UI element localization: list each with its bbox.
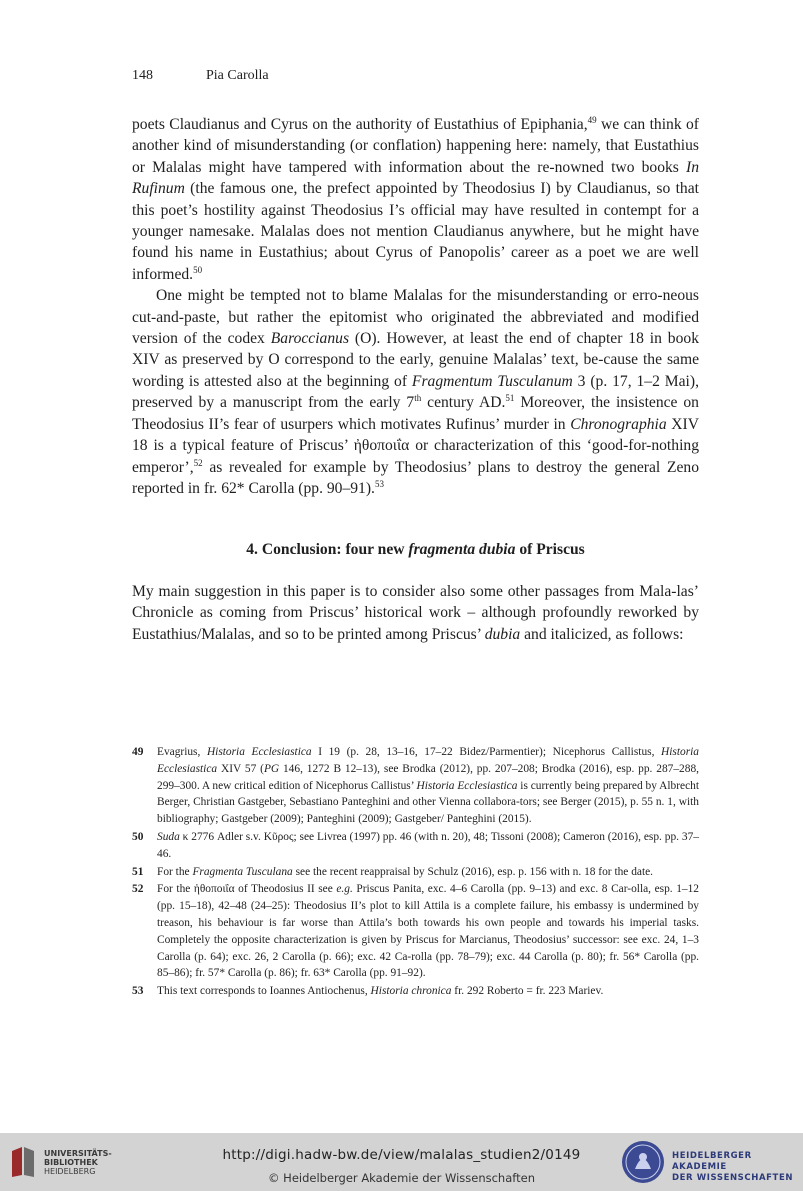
footnote-52: 52 For the ἠθοποιΐα of Theodosius II see e.g. Priscus Panita, exc. 4–6 Carolla (pp. 9–13) and exc. 8 Car-olla, esp. 1–12 (pp. 15–18), 42–48 (24–25): Theodosius II’s plot to kill Attila is a complete failure, his embassy is undermined by treason, his behaviour is far worse than Attila’s both towards his own people and towards his imperial tasks. Completely the opposite characterization is given by Priscus for Marcianus, Theodosius’ successor: see exc. 24, 1–3 Carolla (p. 64); exc. 26, 2 Carolla (p. 66); exc. 42 Ca-rolla (pp. 78–79); exc. 44 Carolla (p. 80); fr. 56* Carolla (pp. 85–86); fr. 57* Carolla (p. 86); fr. 63* Carolla (pp. 91–92). — [132, 883, 699, 980]
footnotes — [132, 744, 699, 1001]
paragraph-2: One might be tempted not to blame Malalas for the misunderstanding or erro-neous cut-and-paste, but rather the epitomist who originated the abbreviated and modified version of the codex Baroccianus (O). However, at least the end of chapter 18 in book XIV as preserved by O correspond to the early, genuine Malalas’ text, be-cause the same wording is attested also at the beginning of Fragmentum Tusculanum 3 (p. 17, 1–2 Mai), preserved by a manuscript from the early 7th century AD.$^{51}$ Moreover, the insistence on Theodosius II’s fear of usurpers which motivates Rufinus’ murder in Chronographia XIV 18 is a typical feature of Priscus’ ἠθοποιΐα or characterization of this ‘good-for-nothing emperor’,$^{52}$ as revealed for example by Theodosius’ plans to destroy the general Zeno reported in fr. 62* Carolla (pp. 90–91).$^{53}$ — [132, 287, 700, 497]
footnote-51: 51 For the Fragmenta Tusculana see the recent reappraisal by Schulz (2016), esp. p. 156 with n. 18 for the date. — [132, 864, 699, 881]
footnote-number: 52 — [132, 883, 144, 896]
paragraph-1: poets Claudianus and Cyrus on the authority of Eustathius of Epiphania,$^{49}$ we can think of another kind of misunderstanding (or conflation) happening here: namely, that Eustathius or Malalas might have tampered with information about the re-nowned two books In Rufinum (the famous one, the prefect appointed by Theodosius I) by Claudianus, so that this poet’s hostility against Theodosius I’s official may have resulted in contempt for a younger namesake. Malalas does not mention Claudianus anywhere, but he might have found his name in Eustathius; about Cyrus of Panopolis’ career as a poet we are well informed.$^{50}$ — [132, 114, 699, 283]
footnote-ref-49[interactable]: 49 — [587, 114, 597, 125]
academy-name: HEIDELBERGER AKADEMIE DER WISSENSCHAFTEN — [672, 1151, 794, 1183]
running-head-author: Pia Carolla — [206, 68, 269, 83]
footnote-number: 49 — [132, 746, 144, 758]
paragraph-3: My main suggestion in this paper is to consider also some other passages from Mala-las’ Chronicle as coming from Priscus’ historical work – although profoundly reworked by Eustathius/Malalas, and so to be printed among Priscus’ dubia and italicized, as follows: — [132, 583, 699, 643]
footnote-49: 49 Evagrius, Historia Ecclesiastica I 19 (p. 28, 13–16, 17–22 Bidez/Parmentier); Nicephorus Callistus, Historia Ecclesiastica XIV 57 (PG 146, 1272 B 12–13), see Brodka (2012), pp. 207–208; Brodka (2016), esp. pp. 287–288, 299–300. A new critical edition of Nicephorus Callistus’ Historia Ecclesiastica is currently being prepared by Albrecht Berger, Christian Gastgeber, Sebastiano Panteghini and other Vienna collabora-tors; see Berger (2015), p. 55 n. 1, with bibliography; Gastgeber (2009); Panteghini (2009); Gastgeber/ Panteghini (2015). — [132, 746, 699, 826]
footnote-ref-52[interactable]: 52 — [193, 457, 203, 468]
footnote-ref-53[interactable]: 53 — [374, 478, 384, 489]
conclusion-body — [132, 581, 699, 645]
viewer-footer — [0, 1133, 803, 1191]
academy-logo[interactable] — [620, 1139, 800, 1185]
permalink-url[interactable]: http://digi.hadw-bw.de/view/malalas_studien2/0149 — [222, 1147, 581, 1163]
copyright-notice: © Heidelberger Akademie der Wissenschaften — [268, 1171, 535, 1185]
academy-seal-icon — [620, 1139, 666, 1185]
footnote-number: 51 — [132, 865, 144, 878]
footnote-ref-51[interactable]: 51 — [505, 393, 515, 404]
section-heading: 4. Conclusion: four new fragmenta dubia of Priscus — [246, 541, 585, 558]
footnote-50: 50 Suda κ 2776 Adler s.v. Κῦρος; see Livrea (1997) pp. 46 (with n. 20), 48; Tissoni (2008); Cameron (2016), esp. pp. 37–46. — [132, 830, 699, 860]
footnote-number: 53 — [132, 985, 144, 998]
footnote-ref-50[interactable]: 50 — [193, 264, 203, 275]
main-body — [132, 114, 699, 499]
footnote-53: 53 This text corresponds to Ioannes Antiochenus, Historia chronica fr. 292 Roberto = fr. 223 Mariev. — [132, 983, 699, 1000]
page-header — [132, 68, 269, 84]
page-number: 148 — [132, 68, 153, 83]
library-name: UNIVERSITÄTS- BIBLIOTHEK HEIDELBERG — [44, 1149, 112, 1176]
footnote-number: 50 — [132, 830, 144, 843]
